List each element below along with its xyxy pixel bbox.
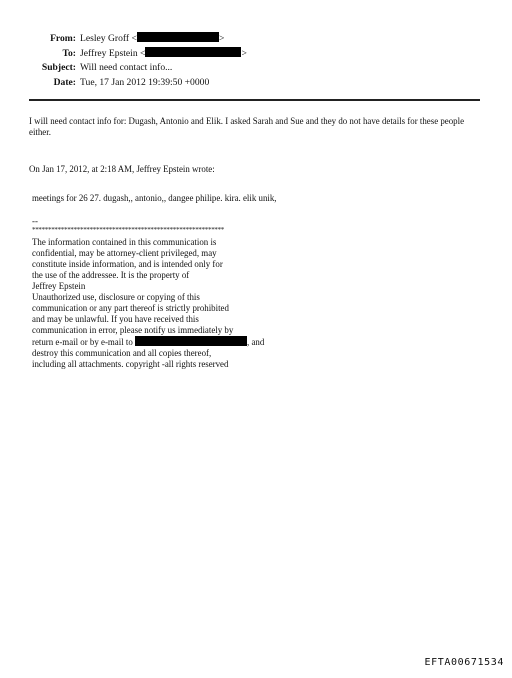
- date-row: [0, 76, 512, 91]
- to-name: Jeffrey Epstein: [80, 47, 138, 59]
- open-bracket: <: [131, 33, 137, 44]
- to-value: [80, 47, 247, 62]
- header-divider: [29, 99, 480, 101]
- date-value: Tue, 17 Jan 2012 19:39:50 +0000: [80, 76, 210, 88]
- from-label: From:: [50, 33, 76, 44]
- disclaimer-line: including all attachments. copyright -all rights reserved: [32, 359, 229, 369]
- disclaimer-line: communication or any part thereof is strictly prohibited: [32, 303, 229, 313]
- disclaimer-line: and may be unlawful. If you have received this: [32, 314, 199, 324]
- disclaimer-line: Jeffrey Epstein: [32, 281, 86, 291]
- open-bracket: <: [140, 47, 146, 59]
- disclaimer-line: communication in error, please notify us immediately by: [32, 325, 234, 335]
- subject-label: Subject:: [41, 62, 76, 74]
- from-name: Lesley Groff: [80, 33, 130, 44]
- disclaimer-line: confidential, may be attorney-client privileged, may: [32, 248, 217, 258]
- disclaimer-line: the use of the addressee. It is the property of: [32, 270, 190, 280]
- disclaimer-text: , and: [247, 337, 265, 347]
- quote-intro: On Jan 17, 2012, at 2:18 AM, Jeffrey Epstein wrote:: [29, 164, 215, 174]
- subject-row: [0, 61, 512, 76]
- disclaimer-text: return e-mail or by e-mail to: [32, 337, 133, 347]
- separator-line: ************************************************************: [32, 226, 225, 234]
- document-id: EFTA00671534: [424, 657, 504, 668]
- redaction-box: [135, 336, 247, 346]
- disclaimer-line: constitute inside information, and is intended only for: [32, 259, 223, 269]
- signature-dash: --: [32, 216, 38, 226]
- date-label: Date:: [53, 76, 76, 88]
- email-header: [0, 32, 512, 90]
- to-label: To:: [62, 47, 76, 59]
- from-row: [0, 32, 512, 47]
- from-value: [80, 32, 224, 47]
- redaction-box: [145, 47, 241, 57]
- disclaimer: [32, 237, 332, 370]
- disclaimer-line: The information contained in this communication is: [32, 237, 217, 247]
- close-bracket: >: [241, 47, 247, 59]
- disclaimer-line: destroy this communication and all copies thereof,: [32, 348, 212, 358]
- body-paragraph: I will need contact info for: Dugash, Antonio and Elik. I asked Sarah and Sue and they do not have details for these people either.: [29, 116, 465, 137]
- close-bracket: >: [218, 33, 225, 44]
- quoted-message: meetings for 26 27. dugash,, antonio,, dangee philipe. kira. elik unik,: [32, 193, 277, 203]
- disclaimer-line: Unauthorized use, disclosure or copying of this: [32, 292, 200, 302]
- disclaimer-line-redacted: [32, 336, 332, 348]
- subject-value: Will need contact info...: [80, 62, 173, 74]
- redaction-box: [137, 32, 219, 42]
- to-row: [0, 47, 512, 62]
